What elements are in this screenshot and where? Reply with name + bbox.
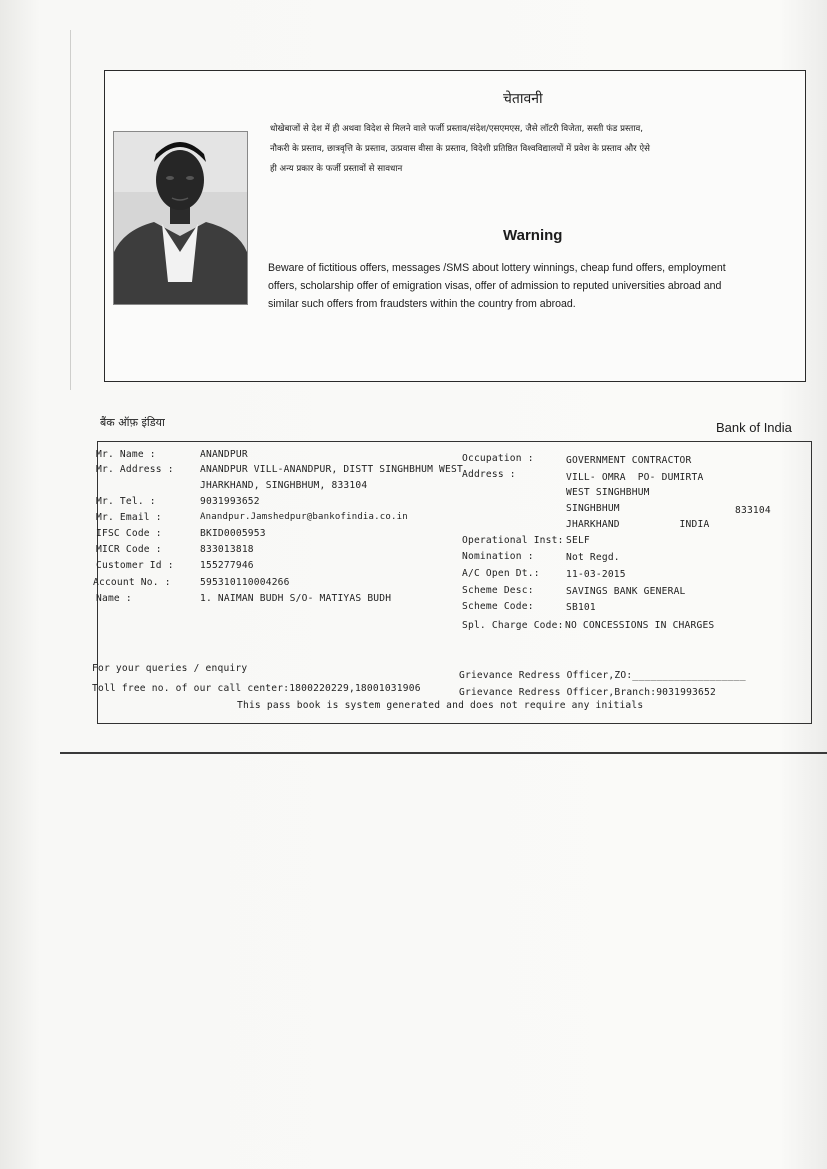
- field-label: Nomination :: [462, 551, 534, 562]
- warning-panel: [104, 70, 806, 382]
- english-warning-line: similar such offers from fraudsters within the country from abroad.: [268, 298, 576, 310]
- hindi-warning-line: धोखेबाजों से देश में ही अथवा विदेश से मिलने वाले फर्जी प्रस्ताव/संदेश/एसएमएस, जैसे लॉटरी विजेता, सस्ती फंड प्रस्ताव,: [270, 124, 643, 134]
- field-label: Occupation :: [462, 453, 534, 464]
- field-label: Account No. :: [93, 577, 171, 588]
- field-label: Scheme Desc:: [462, 585, 534, 596]
- field-label: Name :: [96, 593, 132, 604]
- grievance-zo-text: Grievance Redress Officer,ZO:___________________: [459, 670, 746, 681]
- address-value-line2: JHARKHAND, SINGHBHUM, 833104: [200, 480, 368, 491]
- field-label: Address :: [462, 469, 516, 480]
- hindi-warning-line: ही अन्य प्रकार के फर्जी प्रस्तावों से सावधान: [270, 164, 403, 174]
- correspondence-address-line4: JHARKHAND INDIA: [566, 519, 710, 530]
- field-label: Mr. Address :: [96, 464, 174, 475]
- field-label: MICR Code :: [96, 544, 162, 555]
- correspondence-address-line3: SINGHBHUM: [566, 503, 620, 514]
- system-generated-note: This pass book is system generated and does not require any initials: [237, 700, 644, 711]
- field-label: Spl. Charge Code:: [462, 620, 564, 631]
- operational-inst-value: SELF: [566, 535, 590, 546]
- charge-code-value: NO CONCESSIONS IN CHARGES: [565, 620, 715, 631]
- tollfree-text: Toll free no. of our call center:1800220229,18001031906: [92, 683, 421, 694]
- field-label: Mr. Name :: [96, 449, 156, 460]
- correspondence-address-value: VILL- OMRA PO- DUMIRTA: [566, 472, 704, 483]
- page-fold-line: [60, 752, 827, 754]
- english-warning-line: offers, scholarship offer of emigration visas, offer of admission to reputed universities abroad and: [268, 280, 722, 292]
- occupation-value: GOVERNMENT CONTRACTOR: [566, 455, 692, 466]
- customer-name-value: ANANDPUR: [200, 449, 248, 460]
- scheme-code-value: SB101: [566, 602, 596, 613]
- field-label: A/C Open Dt.:: [462, 568, 540, 579]
- bank-name-english: Bank of India: [716, 420, 792, 435]
- field-label: Customer Id :: [96, 560, 174, 571]
- email-value: Anandpur.Jamshedpur@bankofindia.co.in: [200, 512, 408, 522]
- page-edge: [70, 30, 71, 390]
- hindi-warning-title: चेतावनी: [503, 91, 543, 107]
- open-date-value: 11-03-2015: [566, 569, 626, 580]
- field-label: Operational Inst:: [462, 535, 564, 546]
- scheme-desc-value: SAVINGS BANK GENERAL: [566, 586, 686, 597]
- micr-value: 833013818: [200, 544, 254, 555]
- hindi-warning-text: [270, 119, 790, 179]
- english-warning-line: Beware of fictitious offers, messages /SMS about lottery winnings, cheap fund offers, employment: [268, 262, 726, 274]
- telephone-value: 9031993652: [200, 496, 260, 507]
- customer-photo: [113, 131, 248, 305]
- english-warning-text: [268, 259, 788, 313]
- customer-id-value: 155277946: [200, 560, 254, 571]
- ifsc-value: BKID0005953: [200, 528, 266, 539]
- field-label: Scheme Code:: [462, 601, 534, 612]
- account-number-value: 595310110004266: [200, 577, 290, 588]
- portrait-image: [114, 132, 247, 304]
- correspondence-address-line2: WEST SINGHBHUM: [566, 487, 650, 498]
- bank-name-hindi: बैंक ऑफ़ इंडिया: [100, 416, 165, 429]
- hindi-warning-line: नौकरी के प्रस्ताव, छात्रवृत्ति के प्रस्ताव, उत्प्रवास वीसा के प्रस्ताव, विदेशी प्रतिष्ठित विश्वविद्यालयों में प्रवेश के प्रस्ताव और ऐसे: [270, 144, 650, 154]
- grievance-branch-text: Grievance Redress Officer,Branch:9031993652: [459, 687, 716, 698]
- field-label: Mr. Tel. :: [96, 496, 156, 507]
- nominee-name-value: 1. NAIMAN BUDH S/O- MATIYAS BUDH: [200, 593, 392, 604]
- english-warning-title: Warning: [503, 227, 563, 244]
- field-label: IFSC Code :: [96, 528, 162, 539]
- address-value: ANANDPUR VILL-ANANDPUR, DISTT SINGHBHUM WEST: [200, 464, 463, 475]
- pincode-value: 833104: [735, 505, 771, 516]
- field-label: Mr. Email :: [96, 512, 162, 523]
- nomination-value: Not Regd.: [566, 552, 620, 563]
- queries-label: For your queries / enquiry: [92, 663, 248, 674]
